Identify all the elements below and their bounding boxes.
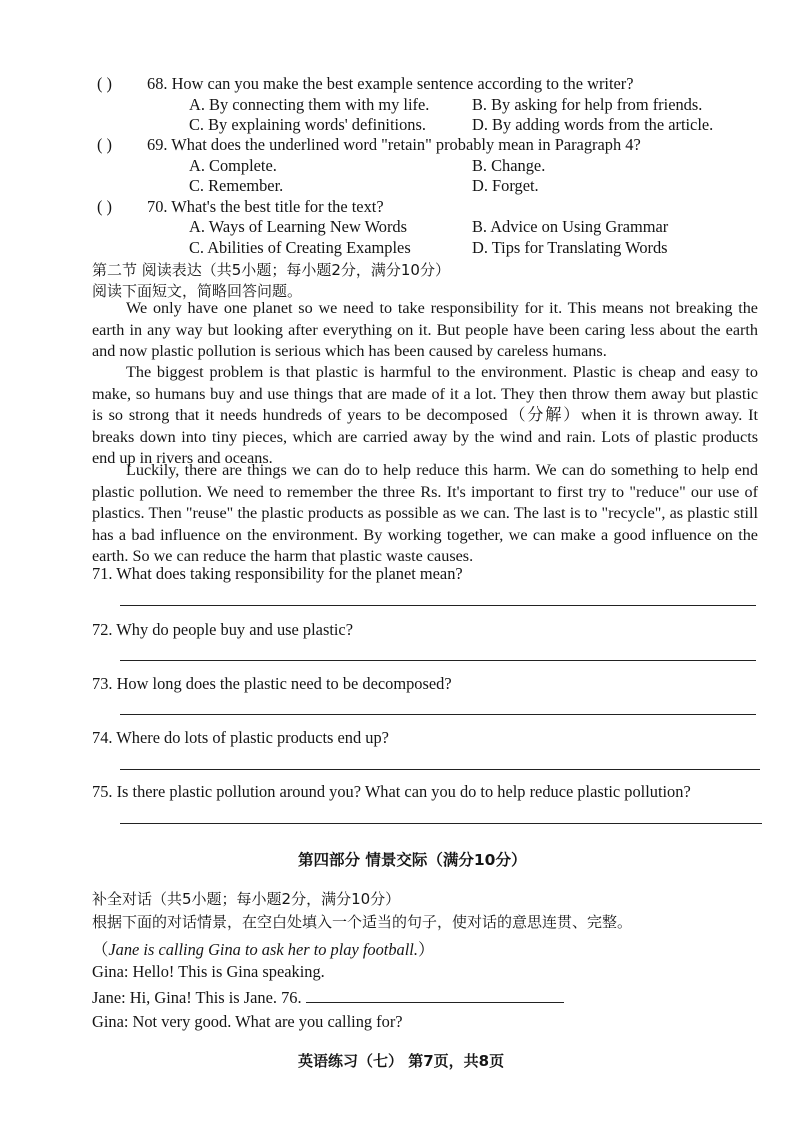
q68-option-c[interactable]: C. By explaining words' definitions.	[189, 115, 426, 134]
q69-option-b[interactable]: B. Change.	[472, 156, 546, 175]
q70-option-a[interactable]: A. Ways of Learning New Words	[189, 217, 407, 236]
question-74: 74. Where do lots of plastic products end up?	[92, 728, 389, 747]
q68-option-b[interactable]: B. By asking for help from friends.	[472, 95, 703, 114]
part4-instruction: 根据下面的对话情景，在空白处填入一个适当的句子，使对话的意思连贯、完整。	[92, 913, 633, 931]
context-open-paren: （	[92, 940, 109, 959]
answer-line-71[interactable]	[120, 605, 756, 606]
q68-stem: 68. How can you make the best example sentence according to the writer?	[147, 74, 634, 93]
q69-option-c[interactable]: C. Remember.	[189, 176, 284, 195]
answer-line-72[interactable]	[120, 660, 756, 661]
q70-option-d[interactable]: D. Tips for Translating Words	[472, 238, 668, 257]
q68-paren[interactable]: ( )	[97, 74, 113, 93]
answer-line-74[interactable]	[120, 769, 760, 770]
question-75: 75. Is there plastic pollution around you? What can you do to help reduce plastic pollution?	[92, 782, 691, 801]
context-text: Jane is calling Gina to ask her to play football.	[108, 940, 418, 959]
part4-subheading: 补全对话（共5小题；每小题2分，满分10分）	[92, 890, 401, 908]
q68-option-a[interactable]: A. By connecting them with my life.	[189, 95, 430, 114]
answer-line-75[interactable]	[120, 823, 762, 824]
dialogue-line-3: Gina: Not very good. What are you calling for?	[92, 1012, 403, 1031]
q69-option-a[interactable]: A. Complete.	[189, 156, 277, 175]
dialogue-context	[92, 936, 434, 960]
q69-option-d[interactable]: D. Forget.	[472, 176, 539, 195]
passage-paragraph-1: We only have one planet so we need to take responsibility for it. This means not breaking the earth in any way but looking after everything on it. But people have been caring less about the earth and now plastic pollution is serious which has been caused by careless humans.	[92, 299, 758, 360]
q68-option-d[interactable]: D. By adding words from the article.	[472, 115, 714, 134]
q69-paren[interactable]: ( )	[97, 135, 113, 154]
part4-title: 第四部分 情景交际（满分10分）	[298, 851, 527, 869]
passage-paragraph-2: The biggest problem is that plastic is harmful to the environment. Plastic is cheap and easy to make, so humans buy and use things that are made of it a lot. They then throw them away but plastic is so strong that it needs hundreds of years to be decomposed（分解）when it is thrown away. It breaks down into tiny pieces, which are carried away by the wind and rain. Lots of plastic products end up in rivers and oceans.	[92, 363, 758, 467]
context-close-paren: ）	[417, 940, 435, 959]
q70-stem: 70. What's the best title for the text?	[147, 197, 384, 216]
page-footer: 英语练习（七） 第7页，共8页	[298, 1052, 505, 1070]
question-72: 72. Why do people buy and use plastic?	[92, 620, 353, 639]
q70-option-c[interactable]: C. Abilities of Creating Examples	[189, 238, 411, 257]
question-73: 73. How long does the plastic need to be decomposed?	[92, 674, 452, 693]
dialogue-line-2: Jane: Hi, Gina! This is Jane. 76.	[92, 988, 302, 1007]
q70-option-b[interactable]: B. Advice on Using Grammar	[472, 217, 669, 236]
question-71: 71. What does taking responsibility for the planet mean?	[92, 564, 463, 583]
q69-stem: 69. What does the underlined word "retain" probably mean in Paragraph 4?	[147, 135, 641, 154]
answer-line-73[interactable]	[120, 714, 756, 715]
passage-paragraph-3: Luckily, there are things we can do to help reduce this harm. We can do something to help end plastic pollution. We need to remember the three Rs. It's important to first try to "reduce" our use of plastics. Then "reuse" the plastic products as possible as we can. The last is to "recycle", as plastic still has a bad influence on the environment. By working together, we can make a good influence on the earth. So we can reduce the harm that plastic waste causes.	[92, 461, 758, 565]
dialogue-line-1: Gina: Hello! This is Gina speaking.	[92, 962, 325, 981]
blank-76[interactable]	[306, 987, 564, 1003]
section2-heading: 第二节 阅读表达（共5小题；每小题2分，满分10分）	[92, 261, 450, 279]
section2-instruction: 阅读下面短文，简略回答问题。	[92, 282, 303, 300]
q70-paren[interactable]: ( )	[97, 197, 113, 216]
dialogue-line-2-wrap	[92, 987, 564, 1008]
